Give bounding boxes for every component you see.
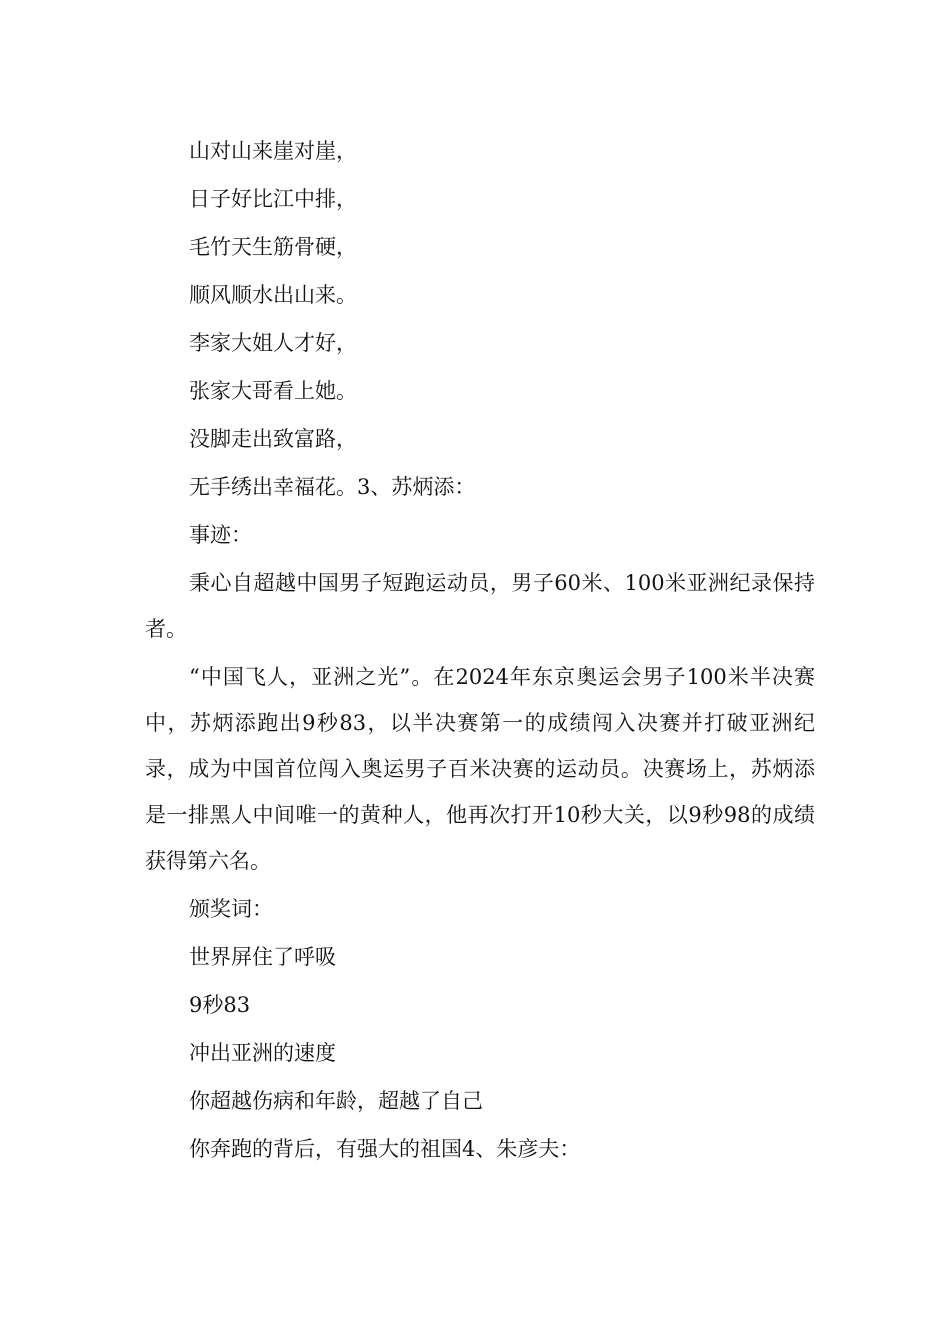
poem-line: 山对山来崖对崖， (189, 139, 357, 163)
poem-line: 张家大哥看上她。 (189, 379, 357, 403)
poem-line: 日子好比江中排， (189, 187, 357, 211)
award-line: 9秒83 (189, 993, 251, 1017)
poem-line: 顺风顺水出山来。 (189, 283, 357, 307)
document-body (145, 128, 815, 1172)
award-line: 你超越伤病和年龄，超越了自己 (189, 1089, 483, 1113)
deeds-paragraph: 秉心自超越中国男子短跑运动员，男子60米、100米亚洲纪录保持者。 (145, 571, 815, 641)
poem-line: 毛竹天生筋骨硬， (189, 235, 357, 259)
award-label: 颁奖词： (189, 897, 273, 921)
award-line: 冲出亚洲的速度 (189, 1041, 336, 1065)
award-line: 世界屏住了呼吸 (189, 945, 336, 969)
poem-line: 无手绣出幸福花。3、苏炳添： (189, 475, 476, 499)
deeds-paragraph: “中国飞人，亚洲之光”。在2024年东京奥运会男子100米半决赛中，苏炳添跑出9秒83，以半决赛第一的成绩闯入决赛并打破亚洲纪录，成为中国首位闯入奥运男子百米决赛的运动员。决赛场上，苏炳添是一排黑人中间唯一的黄种人，他再次打开10秒大关，以9秒98的成绩获得第六名。 (145, 665, 815, 873)
deeds-label: 事迹： (189, 523, 252, 547)
poem-line: 李家大姐人才好， (189, 331, 357, 355)
poem-line: 没脚走出致富路， (189, 427, 357, 451)
award-line: 你奔跑的背后，有强大的祖国4、朱彦夫： (189, 1137, 581, 1161)
